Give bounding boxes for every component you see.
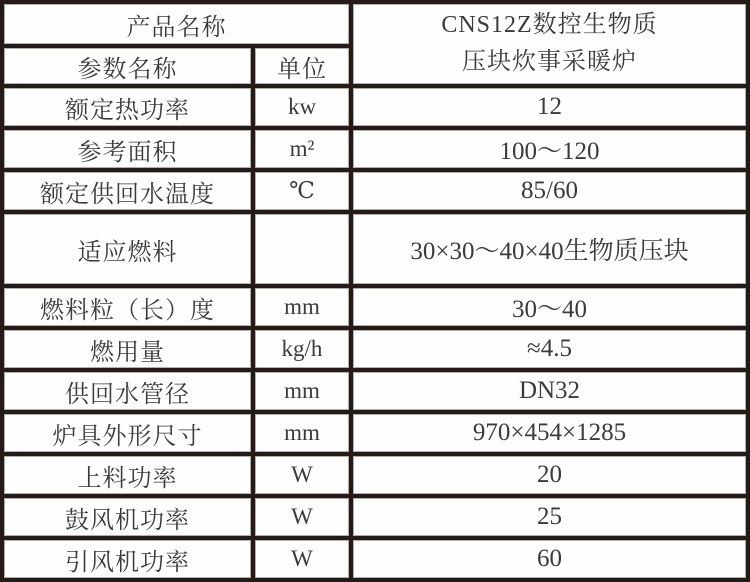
param-name: 额定供回水温度 — [4, 172, 251, 210]
param-value: ≈4.5 — [353, 330, 746, 368]
param-unit: ℃ — [255, 172, 349, 210]
param-name: 燃用量 — [4, 330, 251, 368]
table-row-reference-area — [4, 130, 746, 168]
table-row-blower-power — [4, 498, 746, 536]
param-unit: kw — [255, 88, 349, 126]
param-value: 12 — [353, 88, 746, 126]
param-name: 炉具外形尺寸 — [4, 414, 251, 452]
param-value: 30×30～40×40生物质压块 — [353, 214, 746, 284]
param-unit: W — [255, 456, 349, 494]
table-row-induced-draft-fan-power — [4, 540, 746, 578]
param-name: 供回水管径 — [4, 372, 251, 410]
table-row-product-name — [4, 4, 746, 44]
table-row-pipe-diameter — [4, 372, 746, 410]
table-row-fuel-particle-length — [4, 288, 746, 326]
table-row-rated-heat-power — [4, 88, 746, 126]
param-unit — [255, 214, 349, 284]
param-unit: m² — [255, 130, 349, 168]
param-unit: mm — [255, 288, 349, 326]
param-name: 适应燃料 — [4, 214, 251, 284]
param-unit: mm — [255, 414, 349, 452]
param-name: 上料功率 — [4, 456, 251, 494]
param-value: 970×454×1285 — [353, 414, 746, 452]
param-name-header: 参数名称 — [4, 48, 251, 84]
param-value: 20 — [353, 456, 746, 494]
table-row-fuel-consumption — [4, 330, 746, 368]
param-value: 85/60 — [353, 172, 746, 210]
param-name: 燃料粒（长）度 — [4, 288, 251, 326]
param-value: 25 — [353, 498, 746, 536]
param-value: 30～40 — [353, 288, 746, 326]
param-name: 参考面积 — [4, 130, 251, 168]
param-value: DN32 — [353, 372, 746, 410]
param-unit: kg/h — [255, 330, 349, 368]
param-unit: W — [255, 498, 349, 536]
param-name: 额定热功率 — [4, 88, 251, 126]
param-unit: W — [255, 540, 349, 578]
product-name-label: 产品名称 — [4, 4, 349, 44]
param-name: 鼓风机功率 — [4, 498, 251, 536]
table-row-stove-dimensions — [4, 414, 746, 452]
table-row-supply-return-temp — [4, 172, 746, 210]
product-name-line2: 压块炊事采暖炉 — [462, 49, 637, 75]
product-name-line1: CNS12Z数控生物质 — [441, 12, 658, 38]
param-value: 60 — [353, 540, 746, 578]
table-row-feeder-power — [4, 456, 746, 494]
table-row-suitable-fuel — [4, 214, 746, 284]
param-value: 100～120 — [353, 130, 746, 168]
param-name: 引风机功率 — [4, 540, 251, 578]
unit-header: 单位 — [255, 48, 349, 84]
param-unit: mm — [255, 372, 349, 410]
product-name-value — [353, 4, 746, 84]
